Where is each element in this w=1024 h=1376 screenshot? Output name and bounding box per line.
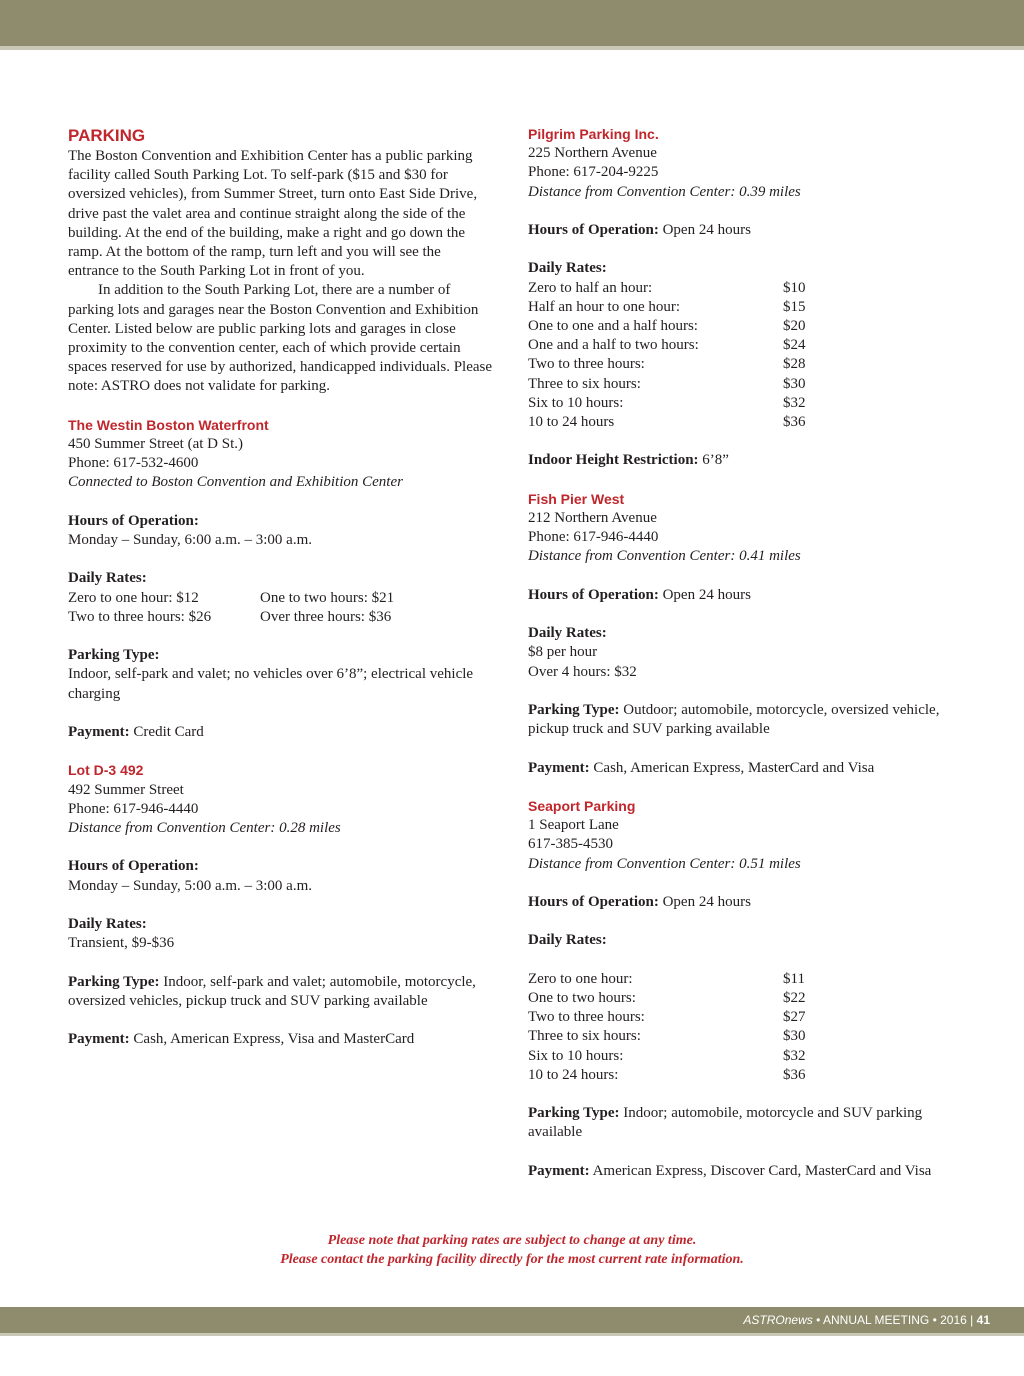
pilgrim-hours-label: Hours of Operation: xyxy=(528,222,659,238)
pilgrim-rates-label: Daily Rates: xyxy=(528,260,607,277)
lotd3-payment-label: Payment: xyxy=(68,1031,130,1048)
lotd3-type xyxy=(68,973,493,1011)
fishpier-rate-1: $8 per hour xyxy=(528,644,598,661)
rate-row xyxy=(528,394,964,413)
footer-divider: | xyxy=(970,1313,974,1327)
rate-row xyxy=(528,1027,964,1046)
rate-value: $28 xyxy=(783,356,806,373)
rate-label: Three to six hours: xyxy=(528,375,641,392)
header-band xyxy=(0,0,1024,46)
rate-label: Three to six hours: xyxy=(528,1028,641,1045)
left-column xyxy=(68,125,493,1049)
footer-section: ANNUAL MEETING xyxy=(822,1313,930,1327)
fishpier-type xyxy=(528,701,964,739)
lotd3-hours-label: Hours of Operation: xyxy=(68,858,199,875)
rate-value: $20 xyxy=(783,318,806,334)
facility-name-westin: The Westin Boston Waterfront xyxy=(68,416,269,433)
rate-label: 10 to 24 hours xyxy=(528,414,615,431)
westin-type: Indoor, self-park and valet; no vehicles over 6’8”; electrical vehicle charging xyxy=(68,666,474,702)
lotd3-distance: Distance from Convention Center: 0.28 miles xyxy=(68,820,341,837)
rate-label: One to two hours: xyxy=(528,989,636,1006)
notice-line-2: Please contact the parking facility directly for the most current rate information. xyxy=(280,1252,744,1267)
seaport-type-value: Indoor; automobile, motorcycle and SUV parking available xyxy=(528,1105,923,1141)
westin-payment-value: Credit Card xyxy=(133,724,204,741)
seaport-payment-label: Payment: xyxy=(528,1162,590,1179)
seaport-distance: Distance from Convention Center: 0.51 miles xyxy=(528,855,801,872)
rate-label: One to one and a half hours: xyxy=(528,318,698,334)
fishpier-address: 212 Northern Avenue xyxy=(528,510,657,526)
pilgrim-phone: Phone: 617-204-9225 xyxy=(528,164,659,181)
fishpier-rates-label: Daily Rates: xyxy=(528,625,607,642)
westin-rate: Over three hours: $36 xyxy=(260,608,392,625)
footer-band xyxy=(0,1307,1024,1333)
westin-address: 450 Summer Street (at D St.) xyxy=(68,436,243,453)
right-column xyxy=(528,125,964,1181)
footer-separator: • xyxy=(816,1313,821,1327)
fishpier-payment-value: Cash, American Express, MasterCard and Visa xyxy=(593,759,875,776)
header-rule xyxy=(0,46,1024,50)
intro-paragraph-1: The Boston Convention and Exhibition Center has a public parking facility called South Parking Lot. To self-park ($15 and $30 for oversized vehicles), from Summer Street, turn onto East Side Drive, drive past the valet area and continue straight along the side of the building. At the end of the building, make a right and go down the ramp. At the bottom of the ramp, turn left and you will see the entrance to the South Parking Lot in front of you. xyxy=(68,148,478,280)
pilgrim-height-value: 6’8” xyxy=(702,452,729,469)
rate-value: $32 xyxy=(783,394,806,411)
lotd3-payment-value: Cash, American Express, Visa and MasterCard xyxy=(133,1031,415,1048)
rate-value: $36 xyxy=(783,414,806,431)
rate-label: Half an hour to one hour: xyxy=(528,298,681,315)
seaport-type xyxy=(528,1104,964,1142)
facility-name-seaport: Seaport Parking xyxy=(528,797,636,814)
rate-value: $11 xyxy=(783,970,805,987)
pilgrim-address: 225 Northern Avenue xyxy=(528,145,657,162)
seaport-type-label: Parking Type: xyxy=(528,1105,620,1122)
footer-separator: • xyxy=(932,1313,937,1327)
footer-text xyxy=(743,1307,990,1333)
seaport-hours-value: Open 24 hours xyxy=(662,893,751,910)
seaport-address: 1 Seaport Lane xyxy=(528,817,619,834)
pilgrim-rates-list xyxy=(528,279,964,433)
rate-row xyxy=(528,317,964,336)
rate-value: $32 xyxy=(783,1047,806,1064)
fishpier-rate-2: Over 4 hours: $32 xyxy=(528,663,637,680)
rate-label: One and a half to two hours: xyxy=(528,337,699,354)
westin-phone: Phone: 617-532-4600 xyxy=(68,455,199,472)
westin-rates-label: Daily Rates: xyxy=(68,570,147,587)
rate-label: Six to 10 hours: xyxy=(528,394,624,411)
rate-label: Six to 10 hours: xyxy=(528,1047,624,1064)
intro-text xyxy=(68,147,493,397)
fishpier-payment-label: Payment: xyxy=(528,759,590,776)
westin-hours: Monday – Sunday, 6:00 a.m. – 3:00 a.m. xyxy=(68,532,313,549)
pilgrim-height xyxy=(528,451,964,470)
westin-payment-label: Payment: xyxy=(68,724,130,741)
westin-rate: One to two hours: $21 xyxy=(260,589,395,606)
westin-hours-label: Hours of Operation: xyxy=(68,512,199,529)
seaport-payment-value: American Express, Discover Card, MasterCard and Visa xyxy=(592,1162,932,1179)
rate-row xyxy=(528,413,964,432)
westin-rates xyxy=(68,589,493,627)
footer-publication: ASTROnews xyxy=(743,1313,813,1327)
rate-value: $22 xyxy=(783,989,806,1006)
rate-row xyxy=(528,970,964,989)
footer-year: 2016 xyxy=(940,1313,967,1327)
rate-label: Two to three hours: xyxy=(528,1009,645,1026)
rate-label: Zero to one hour: xyxy=(528,970,633,987)
facility-name-lot-d3: Lot D-3 492 xyxy=(68,762,144,779)
rate-value: $24 xyxy=(783,337,806,354)
lotd3-rates-label: Daily Rates: xyxy=(68,916,147,932)
notice-line-1: Please note that parking rates are subject to change at any time. xyxy=(327,1233,697,1248)
pilgrim-hours xyxy=(528,221,964,240)
pilgrim-height-label: Indoor Height Restriction: xyxy=(528,452,699,469)
lotd3-address: 492 Summer Street xyxy=(68,781,184,798)
rate-value: $10 xyxy=(783,279,806,296)
rate-row xyxy=(528,1047,964,1066)
pilgrim-hours-value: Open 24 hours xyxy=(662,222,751,238)
rate-row xyxy=(528,279,964,298)
rate-label: 10 to 24 hours: xyxy=(528,1066,619,1083)
seaport-hours-label: Hours of Operation: xyxy=(528,893,659,910)
seaport-payment xyxy=(528,1162,964,1181)
fishpier-payment xyxy=(528,759,964,778)
rate-row xyxy=(528,355,964,374)
section-heading: PARKING xyxy=(68,126,146,145)
rate-row xyxy=(528,1008,964,1027)
lotd3-rates: Transient, $9-$36 xyxy=(68,935,175,952)
facility-name-fish-pier: Fish Pier West xyxy=(528,490,625,507)
lotd3-hours: Monday – Sunday, 5:00 a.m. – 3:00 a.m. xyxy=(68,877,313,894)
rate-change-notice xyxy=(0,1231,1024,1269)
westin-payment xyxy=(68,723,493,742)
fishpier-hours-value: Open 24 hours xyxy=(662,586,751,603)
page-number: 41 xyxy=(976,1313,990,1327)
seaport-rates-list xyxy=(528,970,964,1085)
seaport-hours xyxy=(528,893,964,912)
fishpier-phone: Phone: 617-946-4440 xyxy=(528,529,659,546)
rate-row xyxy=(528,298,964,317)
lotd3-phone: Phone: 617-946-4440 xyxy=(68,800,199,817)
lotd3-payment xyxy=(68,1030,493,1049)
westin-rate: Zero to one hour: $12 xyxy=(68,589,199,606)
rate-label: Zero to half an hour: xyxy=(528,279,653,296)
fishpier-hours xyxy=(528,586,964,605)
fishpier-distance: Distance from Convention Center: 0.41 miles xyxy=(528,548,801,565)
westin-note: Connected to Boston Convention and Exhibition Center xyxy=(68,474,403,491)
fishpier-hours-label: Hours of Operation: xyxy=(528,586,659,603)
westin-rate: Two to three hours: $26 xyxy=(68,608,212,625)
lotd3-type-label: Parking Type: xyxy=(68,973,160,990)
rate-value: $36 xyxy=(783,1066,806,1083)
seaport-rates-label: Daily Rates: xyxy=(528,932,607,949)
fishpier-type-value: Outdoor; automobile, motorcycle, oversized vehicle, pickup truck and SUV parking available xyxy=(528,701,940,738)
facility-name-pilgrim: Pilgrim Parking Inc. xyxy=(528,126,659,142)
footer-rule xyxy=(0,1333,1024,1336)
rate-value: $30 xyxy=(783,375,806,392)
westin-type-label: Parking Type: xyxy=(68,647,160,664)
seaport-phone: 617-385-4530 xyxy=(528,836,613,853)
rate-row xyxy=(528,1066,964,1085)
rate-value: $27 xyxy=(783,1009,806,1026)
rate-row xyxy=(528,989,964,1008)
rate-value: $30 xyxy=(783,1028,806,1045)
rate-label: Two to three hours: xyxy=(528,356,645,373)
rate-row xyxy=(528,336,964,355)
pilgrim-distance: Distance from Convention Center: 0.39 miles xyxy=(528,183,801,200)
fishpier-type-label: Parking Type: xyxy=(528,701,620,718)
rate-row xyxy=(528,375,964,394)
intro-paragraph-2: In addition to the South Parking Lot, there are a number of parking lots and garages near the Boston Convention and Exhibition Center. Listed below are public parking lots and garages in close proximity to the convention center, each of which provide certain spaces reserved for use by authorized, handicapped individuals. Please note: ASTRO does not validate for parking. xyxy=(68,282,493,395)
rate-value: $15 xyxy=(783,298,806,315)
lotd3-type-value: Indoor, self-park and valet; automobile, motorcycle, oversized vehicles, pickup truck and SUV parking available xyxy=(68,973,476,1009)
